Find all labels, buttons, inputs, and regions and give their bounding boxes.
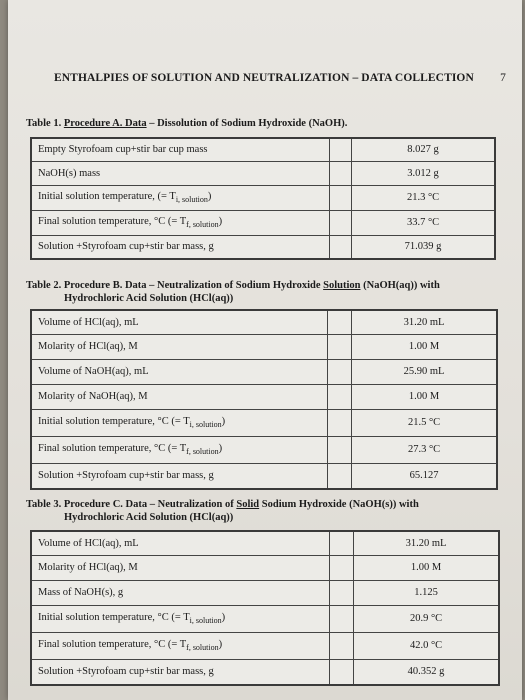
table-row [31,185,495,210]
row-value: 25.90 mL [352,359,497,384]
row-label: Final solution temperature, °C (= $T_{f, solution}$) [31,210,330,235]
table2 [30,309,498,490]
row-label: Mass of NaOH(s), g [31,580,330,605]
row-value: 1.00 M [352,334,497,359]
worksheet-page [8,0,522,700]
row-value: 31.20 mL [352,310,497,334]
table-row [31,235,495,259]
table-row [31,605,499,632]
page-number: 7 [500,72,506,84]
row-label: Molarity of HCl(aq), M [31,334,328,359]
table-row [31,555,499,580]
row-value: 21.5 °C [352,409,497,436]
row-label: Initial solution temperature, °C (= $T_{i, solution}$) [31,605,330,632]
row-label: Final solution temperature, °C (= $T_{f, solution}$) [31,436,328,463]
table-row [31,531,499,555]
page-title: ENTHALPIES OF SOLUTION AND NEUTRALIZATION – DATA COLLECTION [54,72,474,84]
row-value: 8.027 g [352,138,495,161]
row-value: 1.125 [354,580,499,605]
row-label: Volume of NaOH(aq), mL [31,359,328,384]
table-row [31,334,497,359]
row-value: 33.7 °C [352,210,495,235]
row-value: 21.3 °C [352,185,495,210]
table-row [31,409,497,436]
table-row [31,436,497,463]
row-label: Molarity of NaOH(aq), M [31,384,328,409]
row-label: Solution +Styrofoam cup+stir bar mass, g [31,235,330,259]
table3-caption: Table 3. Procedure C. Data – Neutralization of Solid Sodium Hydroxide (NaOH(s)) with Hydrochloric Acid Solution (HCl(aq)) [26,499,419,523]
row-value: 40.352 g [354,659,499,685]
row-value: 27.3 °C [352,436,497,463]
row-label: NaOH(s) mass [31,161,330,185]
row-label: Molarity of HCl(aq), M [31,555,330,580]
row-label: Volume of HCl(aq), mL [31,531,330,555]
table-row [31,384,497,409]
row-value: 1.00 M [352,384,497,409]
table-row [31,138,495,161]
row-label: Initial solution temperature, °C (= $T_{i, solution}$) [31,409,328,436]
row-value: 1.00 M [354,555,499,580]
row-value: 71.039 g [352,235,495,259]
row-value: 65.127 [352,463,497,489]
row-label: Initial solution temperature, (= $T_{i, solution}$) [31,185,330,210]
row-value: 31.20 mL [354,531,499,555]
table1 [30,137,496,260]
row-value: 20.9 °C [354,605,499,632]
table1-caption: Table 1. Procedure A. Data – Dissolution of Sodium Hydroxide (NaOH). [26,118,348,129]
row-label: Volume of HCl(aq), mL [31,310,328,334]
table-row [31,161,495,185]
row-label: Empty Styrofoam cup+stir bar cup mass [31,138,330,161]
table-row [31,310,497,334]
table-row [31,210,495,235]
table-row [31,659,499,685]
table2-caption: Table 2. Procedure B. Data – Neutralization of Sodium Hydroxide Solution (NaOH(aq)) with Hydrochloric Acid Solution (HCl(aq)) [26,280,440,304]
table-row [31,632,499,659]
row-label: Solution +Styrofoam cup+stir bar mass, g [31,659,330,685]
table3 [30,530,500,686]
table-row [31,359,497,384]
table-row [31,463,497,489]
row-label: Final solution temperature, °C (= $T_{f, solution}$) [31,632,330,659]
table-row [31,580,499,605]
row-value: 3.012 g [352,161,495,185]
row-value: 42.0 °C [354,632,499,659]
row-label: Solution +Styrofoam cup+stir bar mass, g [31,463,328,489]
